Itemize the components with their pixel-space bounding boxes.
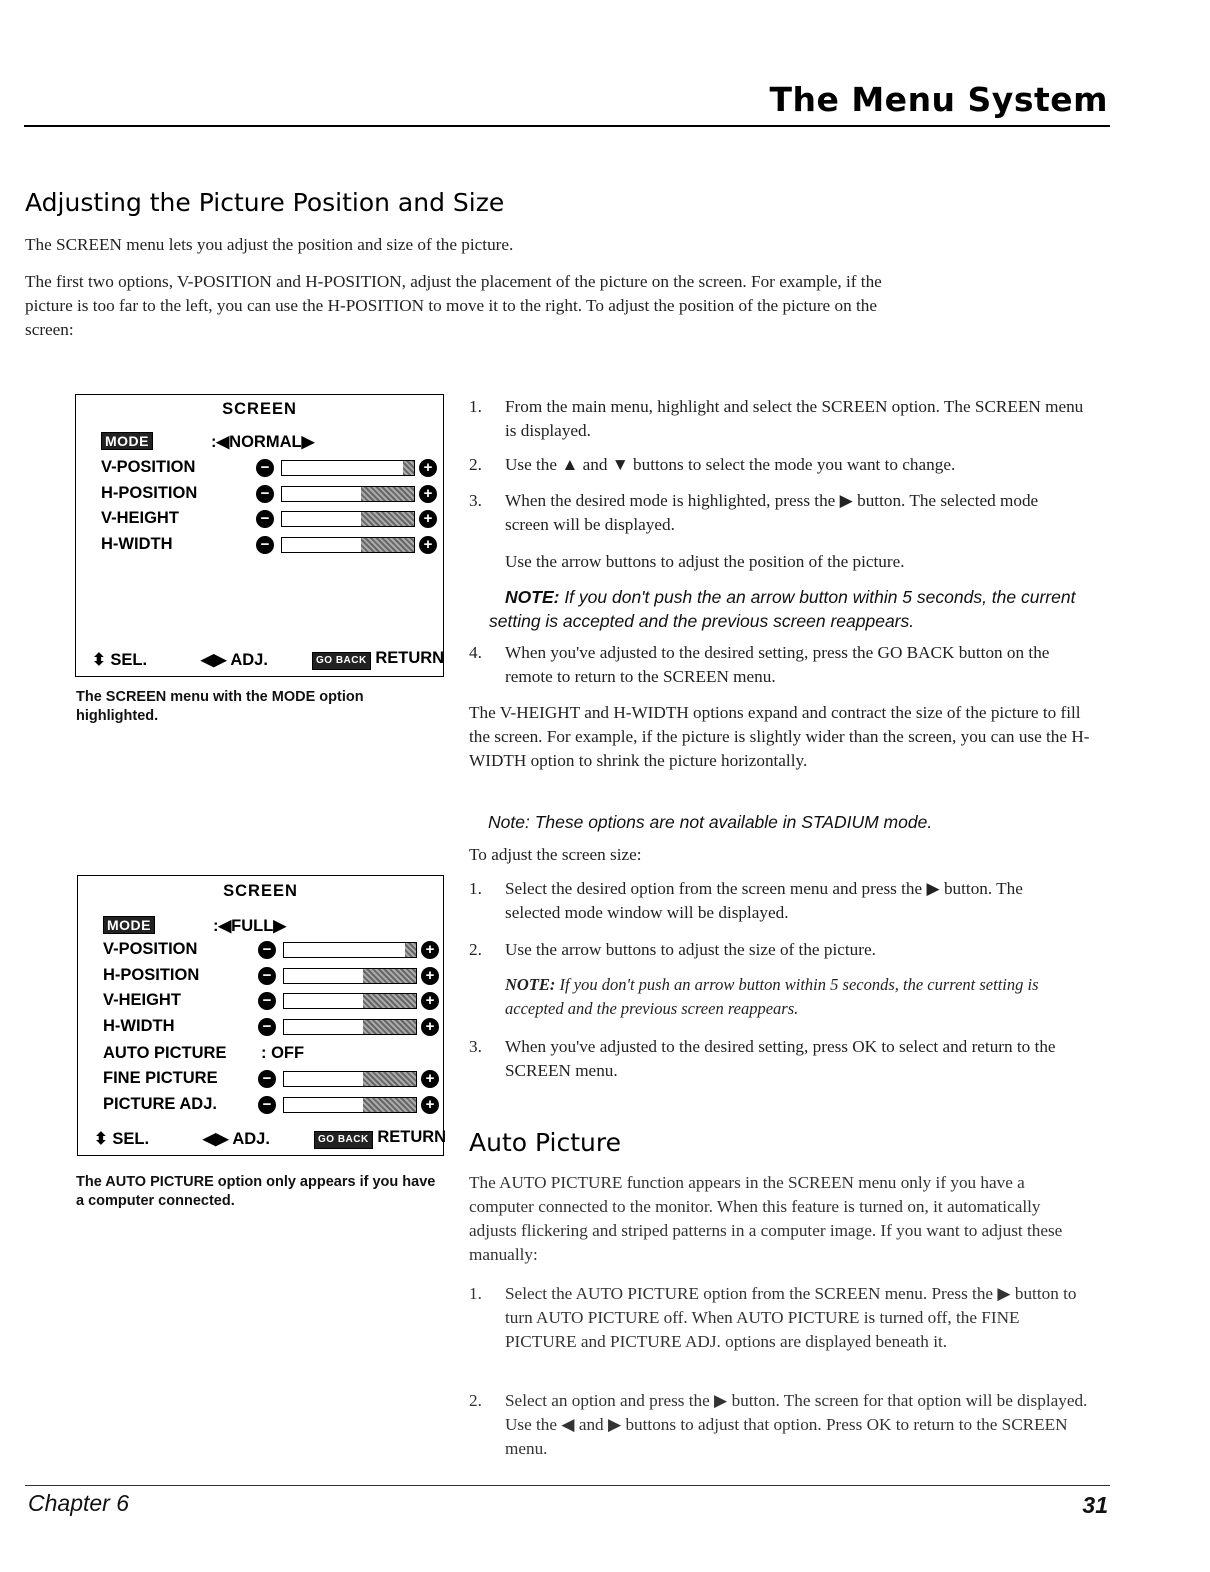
return-hint: RETURN xyxy=(375,649,445,667)
minus-icon: − xyxy=(258,1018,276,1036)
plus-icon: + xyxy=(421,967,439,985)
plus-icon: + xyxy=(421,941,439,959)
level-bar-fill xyxy=(405,943,416,957)
level-bar-fill xyxy=(363,994,416,1008)
level-bar-fill xyxy=(363,1072,416,1086)
level-bar-fill xyxy=(361,512,414,526)
footer-rule xyxy=(25,1485,1110,1486)
level-bar-fill xyxy=(363,1098,416,1112)
option-label: V-POSITION xyxy=(101,458,196,476)
step-a3-sub: Use the arrow buttons to adjust the position of the picture. xyxy=(505,552,905,571)
option-label: H-WIDTH xyxy=(103,1016,175,1035)
note-2: NOTE: If you don't push an arrow button within 5 seconds, the current setting is accepted and the previous screen reappears. xyxy=(505,975,1039,1018)
option-label: H-POSITION xyxy=(103,965,200,984)
minus-icon: − xyxy=(256,459,274,477)
level-bar-fill xyxy=(403,461,414,475)
level-bar xyxy=(283,1097,417,1113)
minus-icon: − xyxy=(258,992,276,1010)
option-label: V-HEIGHT xyxy=(101,509,179,527)
mode-value: :◀FULL▶ xyxy=(213,917,287,935)
header-rule xyxy=(24,125,1110,127)
caption-menu-full: The AUTO PICTURE option only appears if you have a computer connected. xyxy=(76,1174,436,1209)
level-bar xyxy=(283,993,417,1009)
minus-icon: − xyxy=(256,510,274,528)
level-bar xyxy=(283,1019,417,1035)
level-bar xyxy=(281,460,415,476)
return-hint: RETURN xyxy=(377,1128,447,1146)
page-header-title: The Menu System xyxy=(769,80,1108,119)
plus-icon: + xyxy=(419,485,437,503)
note-stadium: Note: These options are not available in STADIUM mode. xyxy=(488,812,933,832)
plus-icon: + xyxy=(419,510,437,528)
menu-title: SCREEN xyxy=(223,882,298,900)
footer-page-number: 31 xyxy=(1082,1492,1108,1518)
level-bar-fill xyxy=(361,487,414,501)
goback-tag: GO BACK xyxy=(312,652,371,670)
minus-icon: − xyxy=(256,536,274,554)
plus-icon: + xyxy=(421,1018,439,1036)
intro-paragraph-1: The SCREEN menu lets you adjust the position and size of the picture. xyxy=(25,235,514,254)
level-bar xyxy=(281,486,415,502)
plus-icon: + xyxy=(421,992,439,1010)
level-bar xyxy=(283,942,417,958)
footer-chapter: Chapter 6 xyxy=(28,1490,130,1516)
adjust-size-intro: To adjust the screen size: xyxy=(469,845,642,864)
screen-menu-normal xyxy=(75,394,444,677)
mode-value: :◀NORMAL▶ xyxy=(211,433,315,451)
option-label: H-POSITION xyxy=(101,483,198,502)
option-label: FINE PICTURE xyxy=(103,1069,218,1087)
adj-hint: ◀▶ ADJ. xyxy=(201,651,268,669)
minus-icon: − xyxy=(256,485,274,503)
screen-menu-full: SCREEN MODE :◀FULL▶ V-POSITION − + H-POSITION − + V-HEIGHT − + H-WIDTH − + AUTO PICTURE : OFF FINE PICTURE − + PICTURE ADJ. − + ⬍ SEL. ◀▶ ADJ. GO BACK RETURN xyxy=(77,875,444,1156)
mode-label: MODE xyxy=(103,916,155,934)
section-heading-auto-picture: Auto Picture xyxy=(469,1128,621,1157)
adj-hint: ◀▶ ADJ. xyxy=(203,1130,270,1148)
caption-menu-normal: The SCREEN menu with the MODE option highlighted. xyxy=(76,689,364,724)
plus-icon: + xyxy=(419,459,437,477)
note-1: NOTE: If you don't push the an arrow button within 5 seconds, the current setting is accepted and the previous screen reappears. xyxy=(489,587,1076,631)
option-label: H-WIDTH xyxy=(101,534,173,553)
intro-paragraph-2: The first two options, V-POSITION and H-POSITION, adjust the placement of the picture on the screen. For example, if the picture is too far to the left, you can use the H-POSITION to move it to the right. To adjust the position of the picture on the screen: xyxy=(25,272,882,339)
sel-hint: ⬍ SEL. xyxy=(94,1130,150,1148)
plus-icon: + xyxy=(421,1070,439,1088)
goback-tag: GO BACK xyxy=(314,1131,373,1149)
menu-title: SCREEN xyxy=(222,400,297,418)
option-label: V-POSITION xyxy=(103,940,198,958)
level-bar-fill xyxy=(363,969,416,983)
level-bar xyxy=(281,511,415,527)
mode-label: MODE xyxy=(101,432,153,450)
level-bar-fill xyxy=(363,1020,416,1034)
level-bar-fill xyxy=(361,538,414,552)
plus-icon: + xyxy=(419,536,437,554)
option-label: V-HEIGHT xyxy=(103,991,181,1009)
level-bar xyxy=(283,968,417,984)
sel-hint: ⬍ SEL. xyxy=(92,651,148,669)
minus-icon: − xyxy=(258,1096,276,1114)
minus-icon: − xyxy=(258,941,276,959)
option-label: PICTURE ADJ. xyxy=(103,1094,217,1113)
minus-icon: − xyxy=(258,1070,276,1088)
level-bar xyxy=(281,537,415,553)
para-vheight-hwidth: The V-HEIGHT and H-WIDTH options expand and contract the size of the picture to fill the screen. For example, if the picture is slightly wider than the screen, you can use the H-WIDTH option to shrink the picture horizontally. xyxy=(469,703,1090,770)
level-bar xyxy=(283,1071,417,1087)
auto-picture-paragraph: The AUTO PICTURE function appears in the SCREEN menu only if you have a computer connected to the monitor. When this feature is turned on, it automatically adjusts flickering and striped patterns in a computer image. If you want to adjust these manually: xyxy=(469,1173,1063,1264)
section-heading-position-size: Adjusting the Picture Position and Size xyxy=(25,188,505,217)
minus-icon: − xyxy=(258,967,276,985)
plus-icon: + xyxy=(421,1096,439,1114)
